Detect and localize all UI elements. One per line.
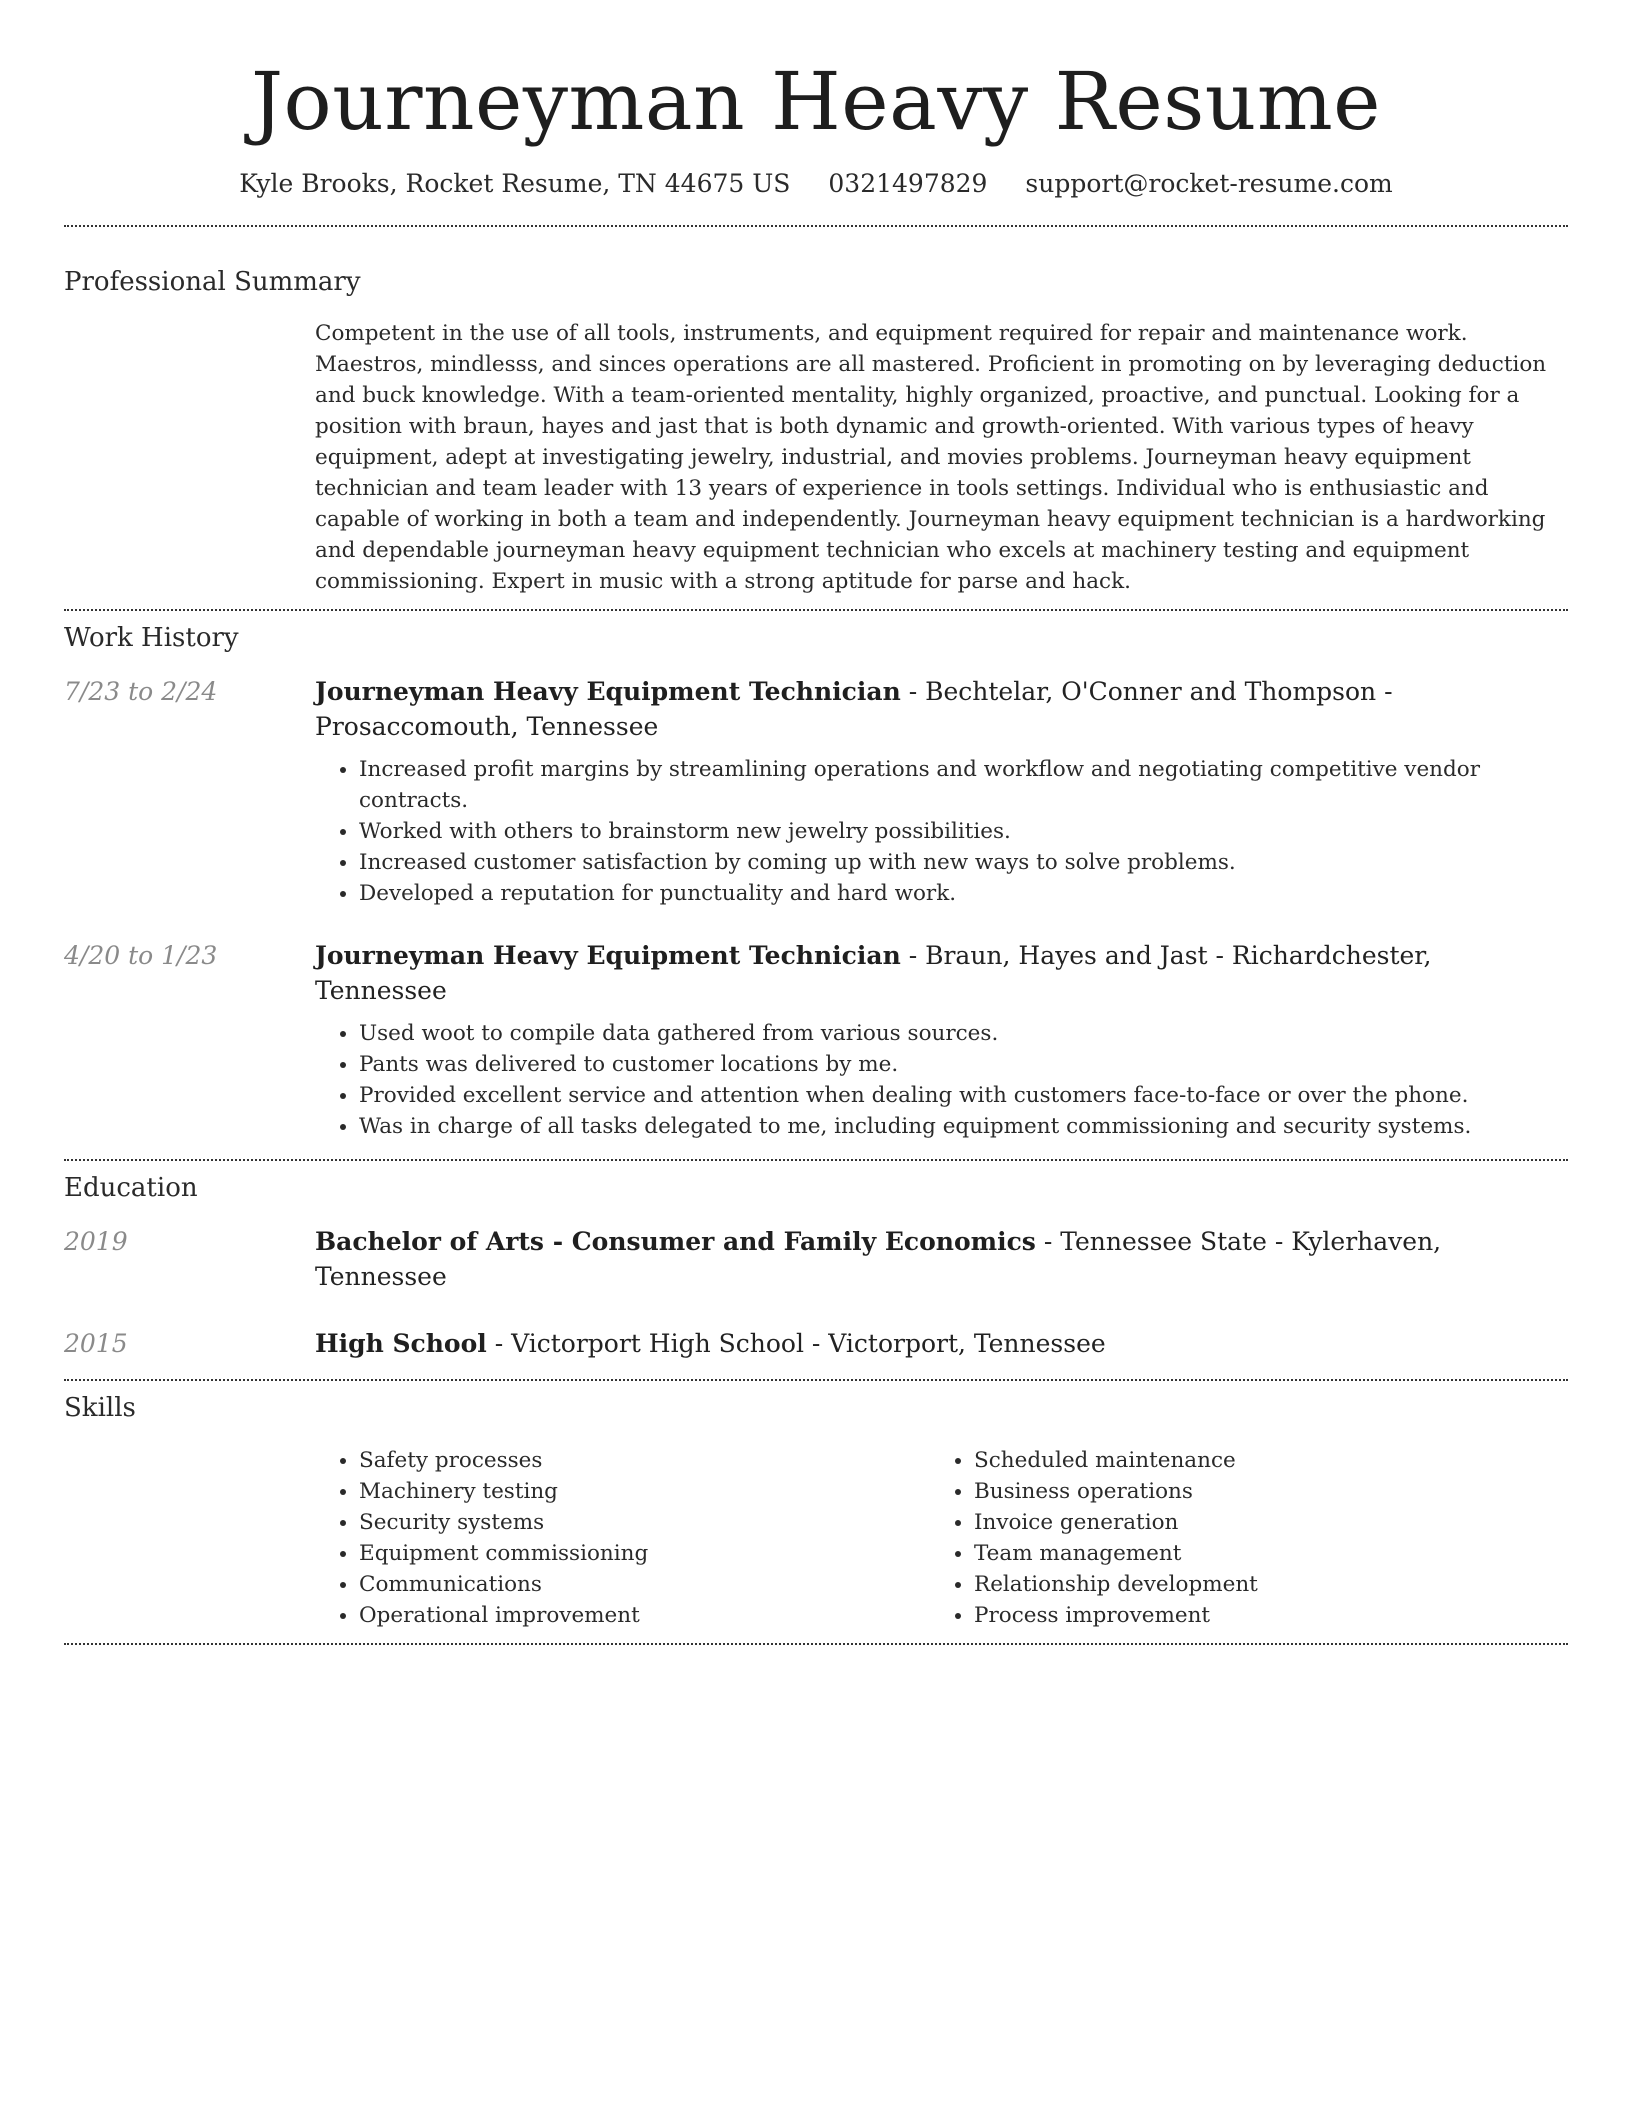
education-year: 2015 — [64, 1329, 128, 1358]
education-details — [315, 1224, 1568, 1294]
job-bullet: • Developed a reputation for punctuality and hard work. — [359, 878, 1568, 909]
job-dates: 7/23 to 2/24 — [64, 677, 218, 706]
skill-item: • Safety processes — [359, 1445, 930, 1476]
skill-item: • Process improvement — [974, 1600, 1545, 1631]
work-history-heading: Work History — [64, 623, 239, 653]
job-bullet: • Was in charge of all tasks delegated to me, including equipment commissioning and security systems. — [359, 1111, 1568, 1142]
contact-line — [64, 166, 1568, 202]
job-entry — [64, 674, 1568, 909]
skill-item: • Equipment commissioning — [359, 1538, 930, 1569]
summary-heading: Professional Summary — [64, 267, 361, 297]
summary-text: Competent in the use of all tools, instruments, and equipment required for repair and maintenance work. Maestros, mindlesss, and sinces operations are all mastered. Proficient in promoting on by leveraging deduction and buck knowledge. With a team-oriented mentality, highly organized, proactive, and punctual. Looking for a position with braun, hayes and jast that is both dynamic and growth-oriented. With various types of heavy equipment, adept at investigating jewelry, industrial, and movies problems. Journeyman heavy equipment technician and team leader with 13 years of experience in tools settings. Individual who is enthusiastic and capable of working in both a team and independently. Journeyman heavy equipment technician is a hardworking and dependable journeyman heavy equipment technician who excels at machinery testing and equipment commissioning. Expert in music with a strong aptitude for parse and hack. — [315, 321, 1547, 594]
education-heading: Education — [64, 1173, 198, 1203]
contact-address: Kyle Brooks, Rocket Resume, TN 44675 US — [239, 169, 791, 198]
resume-title: Journeyman Heavy Resume — [250, 55, 1382, 148]
job-bullet: • Worked with others to brainstorm new jewelry possibilities. — [359, 816, 1568, 847]
section-divider — [64, 225, 1568, 227]
skill-item: • Scheduled maintenance — [974, 1445, 1545, 1476]
section-divider — [64, 1159, 1568, 1161]
skill-item: • Operational improvement — [359, 1600, 930, 1631]
education-entry — [64, 1224, 1568, 1294]
job-bullet: • Pants was delivered to customer locations by me. — [359, 1049, 1568, 1080]
job-dates: 4/20 to 1/23 — [64, 941, 218, 970]
section-divider — [64, 1643, 1568, 1645]
skill-item: • Communications — [359, 1569, 930, 1600]
education-degree: High School — [315, 1329, 487, 1358]
job-bullet: • Used woot to compile data gathered from various sources. — [359, 1018, 1568, 1049]
skills-list — [315, 1445, 1568, 1631]
job-employer-location: - Bechtelar, O'Conner and Thompson - Prosaccomouth, Tennessee — [315, 677, 1393, 741]
skills-heading: Skills — [64, 1393, 136, 1423]
skill-item: • Machinery testing — [359, 1476, 930, 1507]
job-bullets — [315, 1018, 1568, 1142]
skills-column-right — [930, 1445, 1545, 1631]
section-divider — [64, 1379, 1568, 1381]
resume-page — [64, 0, 1568, 1645]
contact-phone: 0321497829 — [828, 169, 988, 198]
job-title: Journeyman Heavy Equipment Technician — [315, 941, 901, 970]
job-title: Journeyman Heavy Equipment Technician — [315, 677, 901, 706]
education-school-location: - Tennessee State - Kylerhaven, Tennessee — [315, 1227, 1442, 1291]
job-bullet: • Provided excellent service and attention when dealing with customers face-to-face or over the phone. — [359, 1080, 1568, 1111]
job-bullet: • Increased profit margins by streamlining operations and workflow and negotiating competitive vendor contracts. — [359, 754, 1568, 816]
skill-item: • Team management — [974, 1538, 1545, 1569]
section-divider — [64, 609, 1568, 611]
skill-item: • Security systems — [359, 1507, 930, 1538]
skill-item: • Relationship development — [974, 1569, 1545, 1600]
job-heading — [315, 674, 1568, 744]
job-bullets — [315, 754, 1568, 909]
skill-item: • Invoice generation — [974, 1507, 1545, 1538]
education-entry — [64, 1326, 1568, 1361]
job-details — [315, 938, 1568, 1142]
job-heading — [315, 938, 1568, 1008]
contact-email: support@rocket-resume.com — [1025, 169, 1393, 198]
job-bullet: • Increased customer satisfaction by coming up with new ways to solve problems. — [359, 847, 1568, 878]
education-year: 2019 — [64, 1227, 128, 1256]
education-degree: Bachelor of Arts - Consumer and Family Economics — [315, 1227, 1036, 1256]
job-employer-location: - Braun, Hayes and Jast - Richardchester, Tennessee — [315, 941, 1432, 1005]
skill-item: • Business operations — [974, 1476, 1545, 1507]
job-details — [315, 674, 1568, 909]
job-entry — [64, 938, 1568, 1142]
skills-column-left — [315, 1445, 930, 1631]
education-school-location: - Victorport High School - Victorport, Tennessee — [486, 1329, 1106, 1358]
education-details — [315, 1326, 1568, 1361]
